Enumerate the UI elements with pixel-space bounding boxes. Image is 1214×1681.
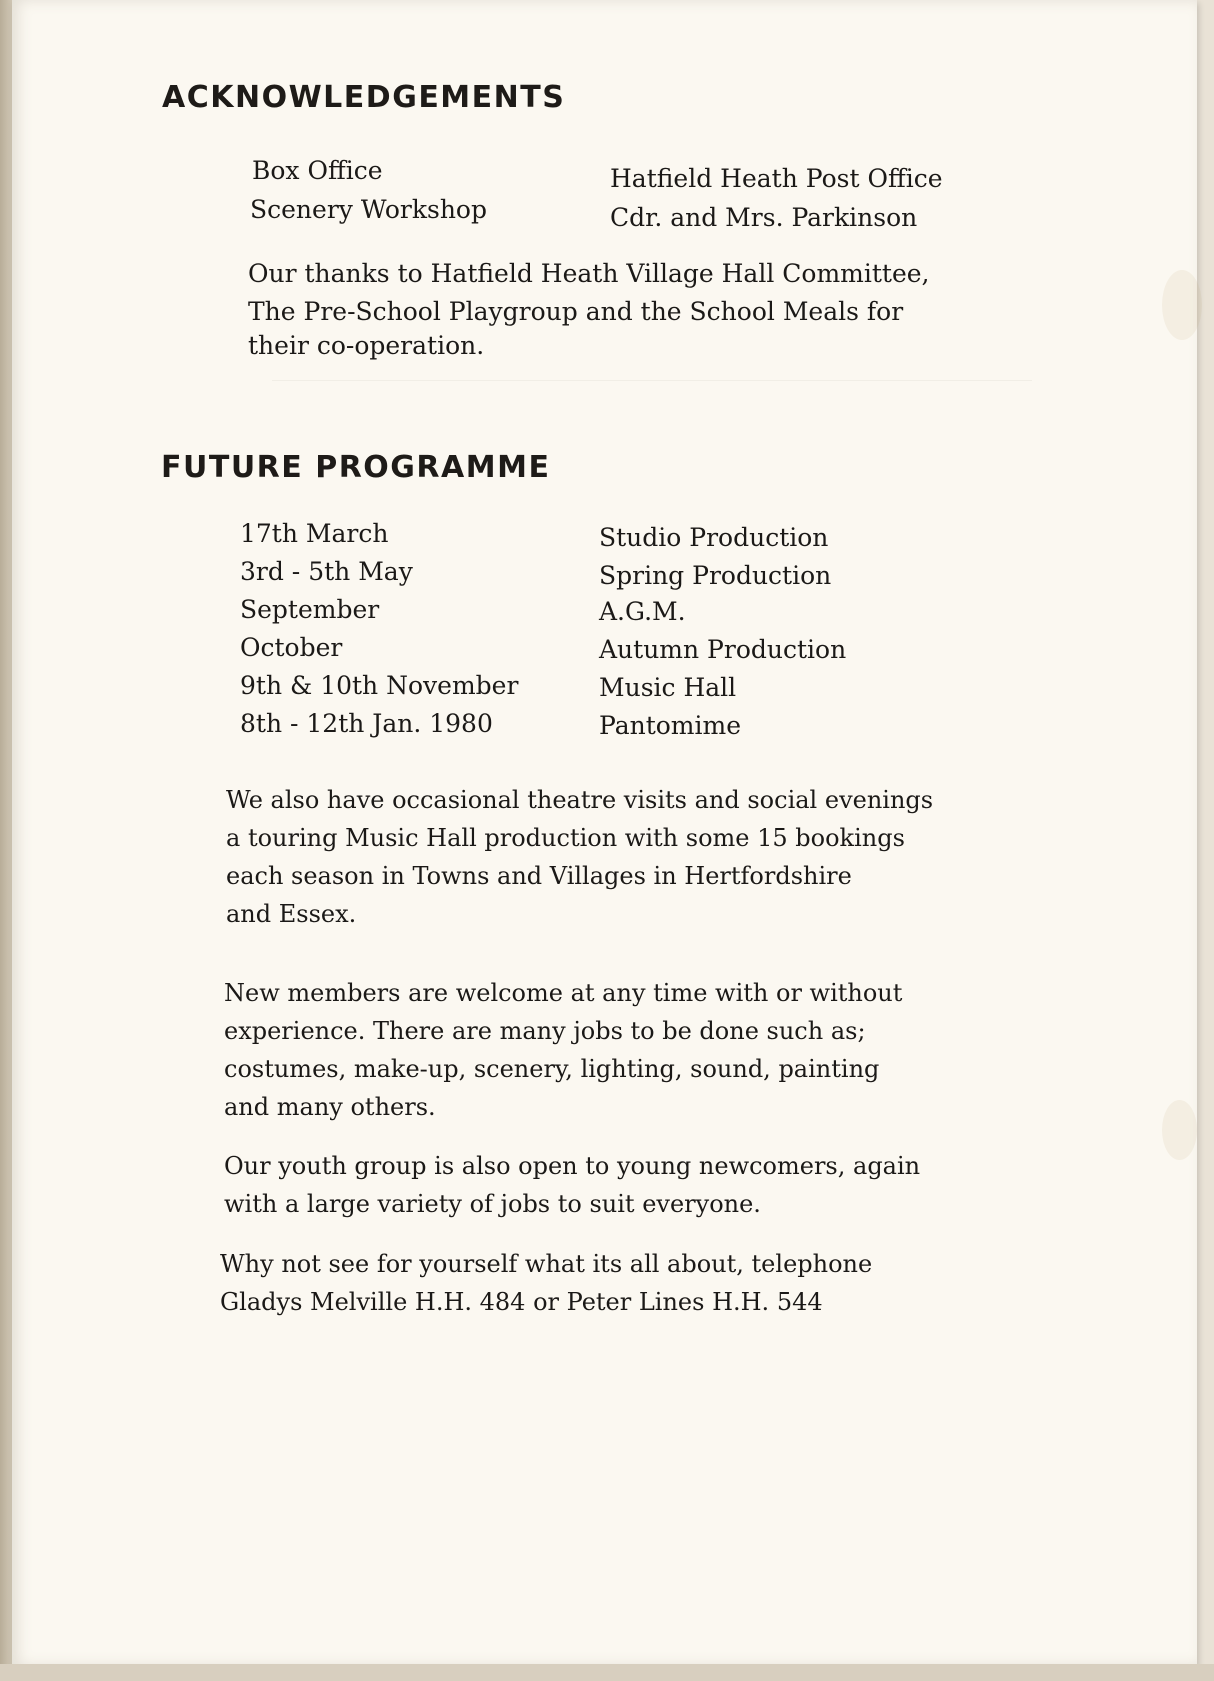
- acknowledgements-heading: ACKNOWLEDGEMENTS: [162, 80, 566, 115]
- youth-group-paragraph: [224, 1147, 920, 1223]
- paragraph-line: and Essex.: [226, 900, 357, 928]
- event-name: Autumn Production: [599, 635, 847, 664]
- programme-page: [12, 0, 1197, 1666]
- paper-stain: [1162, 270, 1202, 340]
- event-date: 9th & 10th November: [240, 671, 519, 700]
- paragraph-line: Gladys Melville H.H. 484 or Peter Lines H.H. 544: [220, 1288, 823, 1316]
- event-date: September: [240, 595, 380, 624]
- new-members-paragraph: [224, 974, 902, 1126]
- paragraph-line: We also have occasional theatre visits and social evenings: [226, 786, 934, 814]
- paragraph-line: costumes, make-up, scenery, lighting, sound, painting: [224, 1055, 880, 1083]
- paragraph-line: and many others.: [224, 1093, 436, 1121]
- event-date: 3rd - 5th May: [240, 557, 413, 586]
- event-date: 17th March: [240, 519, 389, 548]
- ack-credit-box-office: Hatfield Heath Post Office: [610, 164, 943, 193]
- event-name: A.G.M.: [599, 597, 686, 626]
- page-edge-bottom: [0, 1664, 1214, 1681]
- future-programme-heading: FUTURE PROGRAMME: [161, 450, 551, 485]
- event-date: October: [240, 633, 343, 662]
- ack-credit-scenery-workshop: Cdr. and Mrs. Parkinson: [610, 203, 918, 232]
- thanks-line: Our thanks to Hatfield Heath Village Hall Committee,: [248, 259, 930, 288]
- event-name: Music Hall: [599, 673, 737, 702]
- event-name: Spring Production: [599, 561, 832, 590]
- thanks-line: their co-operation.: [248, 331, 485, 360]
- paragraph-line: Our youth group is also open to young newcomers, again: [224, 1152, 921, 1180]
- ack-thanks-paragraph: [248, 255, 930, 365]
- paragraph-line: New members are welcome at any time with or without: [224, 979, 903, 1007]
- theatre-visits-paragraph: [226, 781, 933, 933]
- paragraph-line: each season in Towns and Villages in Hertfordshire: [226, 862, 852, 890]
- paragraph-line: Why not see for yourself what its all about, telephone: [220, 1250, 873, 1278]
- thanks-line: The Pre-School Playgroup and the School Meals for: [248, 297, 904, 326]
- event-name: Pantomime: [599, 711, 742, 740]
- contact-paragraph: [220, 1245, 872, 1321]
- paragraph-line: with a large variety of jobs to suit everyone.: [224, 1190, 761, 1218]
- ack-role-scenery-workshop: Scenery Workshop: [250, 195, 487, 224]
- event-date: 8th - 12th Jan. 1980: [240, 709, 493, 738]
- ack-role-box-office: Box Office: [252, 156, 383, 185]
- paragraph-line: experience. There are many jobs to be done such as;: [224, 1017, 866, 1045]
- event-name: Studio Production: [599, 523, 829, 552]
- paragraph-line: a touring Music Hall production with some 15 bookings: [226, 824, 905, 852]
- paper-stain: [1162, 1100, 1197, 1160]
